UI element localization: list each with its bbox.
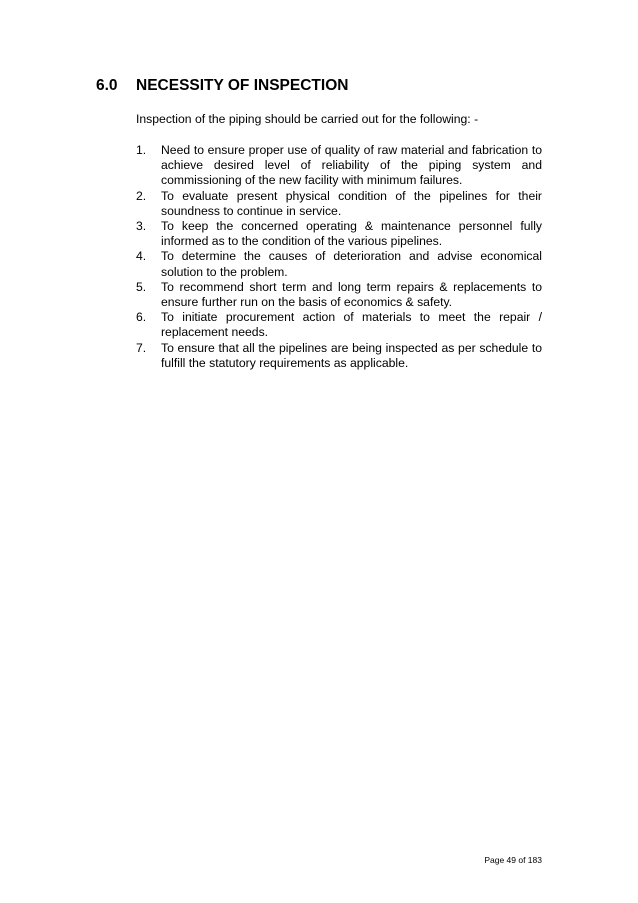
list-item-number: 4.	[136, 249, 147, 264]
list-item	[136, 310, 542, 340]
list-item-text: To evaluate present physical condition of the pipelines for their soundness to continue in service.	[161, 188, 542, 218]
list-item-text: To determine the causes of deterioration and advise economical solution to the problem.	[161, 249, 542, 279]
list-item	[136, 219, 542, 249]
intro-paragraph: Inspection of the piping should be carried out for the following: -	[136, 112, 479, 126]
list-item	[136, 143, 542, 189]
list-item-number: 7.	[136, 340, 147, 355]
list-item-text: To ensure that all the pipelines are being inspected as per schedule to fulfill the statutory requirements as applicable.	[161, 340, 542, 370]
list-item-text: To initiate procurement action of materials to meet the repair / replacement needs.	[161, 310, 542, 340]
section-heading	[96, 77, 348, 95]
list-item	[136, 249, 542, 279]
list-item-text: To recommend short term and long term repairs & replacements to ensure further run on the basis of economics & safety.	[161, 279, 542, 310]
list-item	[136, 189, 542, 219]
page-number-footer: Page 49 of 183	[484, 855, 542, 865]
list-item	[136, 341, 542, 371]
inspection-reasons-list	[136, 143, 542, 371]
list-item-number: 3.	[136, 219, 147, 234]
list-item-text: Need to ensure proper use of quality of raw material and fabrication to achieve desired level of reliability of the piping system and commissioning of the new facility with minimum failures.	[161, 143, 542, 188]
list-item-number: 1.	[136, 143, 147, 157]
list-item-text: To keep the concerned operating & maintenance personnel fully informed as to the condition of the various pipelines.	[161, 219, 542, 249]
section-title: NECESSITY OF INSPECTION	[136, 77, 349, 94]
list-item	[136, 280, 542, 310]
list-item-number: 6.	[136, 310, 147, 325]
list-item-number: 2.	[136, 188, 147, 203]
section-number: 6.0	[96, 77, 118, 94]
list-item-number: 5.	[136, 279, 147, 294]
